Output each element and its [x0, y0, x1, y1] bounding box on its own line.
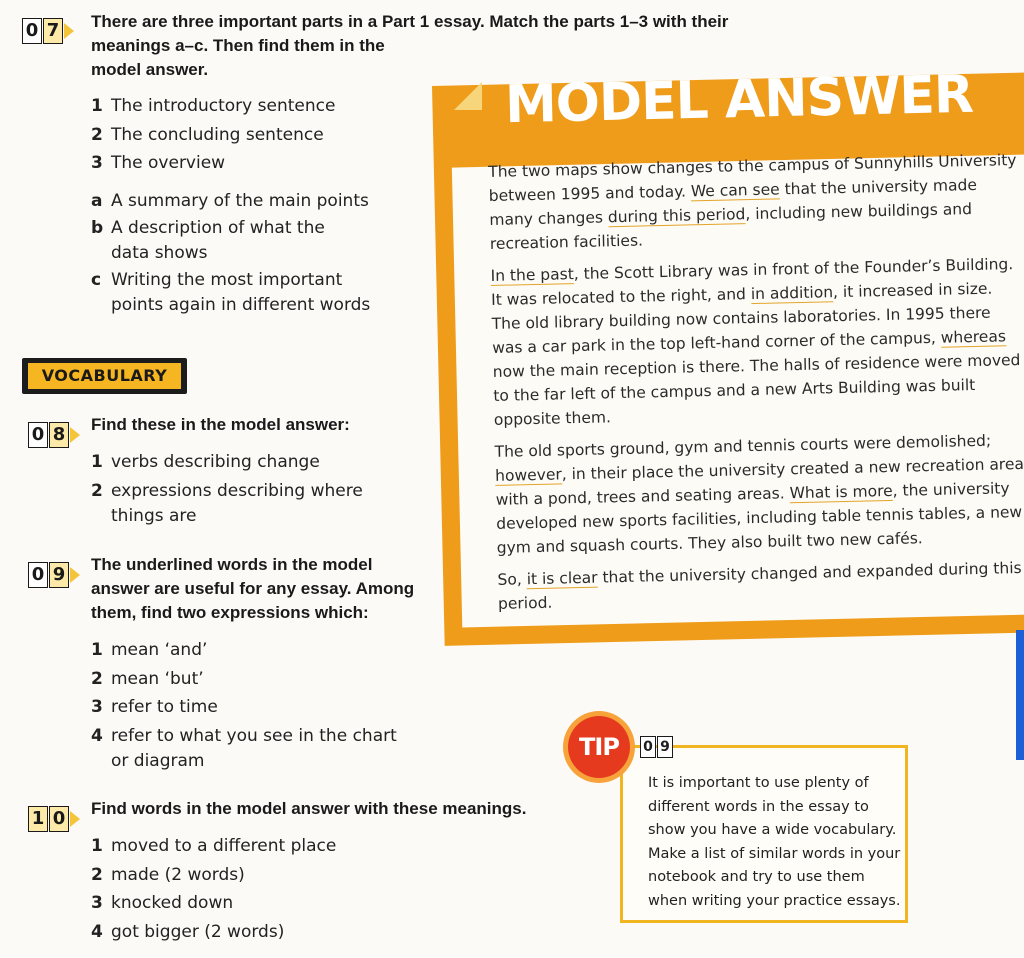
text-run: The two maps show changes to the campus of Sunnyhills University between 1995 and today.: [488, 151, 1017, 205]
item-text: verbs describing change: [111, 452, 320, 472]
list-item: [91, 891, 421, 920]
arrow-icon: [64, 23, 74, 39]
list-item: [91, 151, 421, 180]
badge-digit: 7: [43, 18, 63, 44]
exercise-10-items: [91, 834, 421, 948]
vocabulary-banner: [22, 358, 187, 394]
item-text: The concluding sentence: [111, 124, 324, 145]
item-text: made (2 words): [111, 864, 245, 885]
list-item: [91, 123, 421, 152]
list-item: [91, 479, 421, 529]
question-line: model answer.: [91, 60, 209, 79]
item-text: data shows: [111, 243, 208, 263]
list-item: [91, 695, 421, 724]
tip-badge: TIP: [568, 716, 630, 778]
exercise-09-question: [91, 553, 431, 625]
item-text: got bigger (2 words): [111, 921, 285, 942]
list-item: [91, 638, 421, 667]
exercise-10-question: Find words in the model answer with these meanings.: [91, 799, 527, 818]
paragraph: [494, 428, 1024, 560]
exercise-08-question: Find these in the model answer:: [91, 415, 350, 434]
item-number: 1: [91, 96, 103, 116]
list-item: [91, 667, 421, 696]
badge-digit: 0: [28, 562, 48, 588]
list-item: [91, 268, 421, 318]
item-number: 4: [91, 725, 103, 746]
paragraph: [488, 148, 1020, 256]
item-text: points again in different words: [111, 295, 371, 315]
exercise-09-items: [91, 638, 421, 774]
item-letter: a: [91, 191, 103, 211]
item-number: 3: [91, 697, 103, 717]
item-number: 4: [91, 921, 103, 942]
item-number: 2: [91, 864, 103, 885]
text-run: So,: [497, 570, 527, 589]
text-run: , the university developed new sports facilities, including table tennis tables, a new gym and squash courts. They also built two new cafés.: [496, 479, 1023, 557]
list-item: [91, 450, 421, 475]
exercise-08-items: [91, 450, 421, 529]
underlined-phrase: in addition: [750, 283, 834, 304]
underlined-phrase: whereas: [940, 327, 1007, 347]
item-text: knocked down: [111, 893, 234, 913]
paragraph: [497, 556, 1024, 616]
item-number: 3: [91, 893, 103, 913]
underlined-phrase: We can see: [690, 180, 780, 201]
underlined-phrase: In the past: [490, 265, 575, 285]
badge-digit: 0: [640, 736, 656, 758]
arrow-icon: [70, 427, 80, 443]
tip-text: It is important to use plenty of different words in the essay to show you have a wide vocabulary. Make a list of similar words in your notebook and try to use them when writing your practice essays.: [648, 775, 901, 909]
text-run: , including new buildings and recreation facilities.: [489, 200, 973, 253]
badge-digit: 8: [49, 422, 69, 448]
item-text: or diagram: [111, 750, 205, 771]
list-item: [91, 724, 421, 774]
item-letter: c: [91, 270, 102, 290]
exercise-07-badge: [22, 18, 74, 44]
arrow-icon: [70, 567, 80, 583]
item-text: mean ‘and’: [111, 640, 208, 660]
item-number: 3: [91, 153, 103, 173]
question-line: The underlined words in the model: [91, 555, 373, 574]
exercise-07-parts: [91, 94, 421, 180]
item-text: refer to what you see in the chart: [111, 725, 397, 746]
badge-digit: 0: [22, 18, 42, 44]
model-answer-text: [488, 148, 1024, 624]
tip-number: [640, 736, 674, 758]
item-number: 1: [91, 452, 103, 472]
question-line: answer are useful for any essay. Among: [91, 579, 415, 598]
vocabulary-label: VOCABULARY: [28, 363, 181, 389]
item-text: The introductory sentence: [111, 96, 336, 116]
question-line: There are three important parts in a Part 1 essay. Match the parts 1–3 with their: [91, 12, 729, 31]
text-run: , in their place the university created a new recreation area with a pond, trees and seating areas.: [495, 454, 1024, 509]
list-item: [91, 834, 421, 863]
list-item: [91, 94, 421, 123]
model-answer-title: MODEL ANSWER: [504, 64, 974, 136]
question-line: them, find two expressions which:: [91, 603, 369, 622]
text-run: that the university made many changes: [489, 175, 978, 229]
list-item: [91, 863, 421, 892]
arrow-icon: [70, 811, 80, 827]
item-text: expressions describing where: [111, 481, 363, 501]
text-run: The old sports ground, gym and tennis courts were demolished;: [494, 431, 992, 461]
item-text: moved to a different place: [111, 836, 337, 856]
item-number: 2: [91, 668, 103, 689]
badge-digit: 0: [28, 422, 48, 448]
item-text: A summary of the main points: [111, 191, 369, 211]
exercise-08-badge: [28, 422, 80, 448]
underlined-phrase: during this period: [607, 205, 746, 227]
paragraph: [490, 252, 1024, 432]
item-letter: b: [91, 218, 104, 238]
exercise-09-badge: [28, 562, 80, 588]
badge-digit: 9: [49, 562, 69, 588]
text-run: now the main reception is there. The halls of residence were moved to the far left of the campus and a new Arts Building was built opposite them.: [492, 350, 1021, 429]
page-edge-strip: [1016, 630, 1024, 760]
exercise-07-meanings: [91, 189, 421, 318]
underlined-phrase: What is more: [789, 481, 893, 503]
item-number: 1: [91, 836, 103, 856]
text-run: , it increased in size. The old library building now contains laboratories. In 1995 there was a car park in the top left-hand corner of the campus,: [491, 279, 993, 357]
item-number: 1: [91, 640, 103, 660]
page-fold-icon: [454, 82, 482, 110]
text-run: that the university changed and expanded during this period.: [497, 559, 1022, 613]
badge-digit: 9: [657, 736, 673, 758]
list-item: [91, 189, 421, 214]
badge-digit: 0: [49, 806, 69, 832]
item-text: The overview: [111, 153, 226, 173]
item-text: refer to time: [111, 697, 218, 717]
underlined-phrase: it is clear: [526, 568, 598, 589]
item-text: mean ‘but’: [111, 668, 204, 689]
item-text: things are: [111, 506, 197, 526]
item-number: 2: [91, 124, 103, 145]
question-line: meanings a–c. Then find them in the: [91, 36, 385, 55]
badge-digit: 1: [28, 806, 48, 832]
text-run: , the Scott Library was in front of the Founder’s Building. It was relocated to the right, and: [490, 255, 1014, 309]
item-text: A description of what the: [111, 218, 325, 238]
item-number: 2: [91, 481, 103, 501]
underlined-phrase: however: [494, 465, 562, 485]
exercise-10-badge: [28, 806, 80, 832]
list-item: [91, 920, 421, 949]
list-item: [91, 216, 421, 266]
item-text: Writing the most important: [111, 270, 343, 290]
